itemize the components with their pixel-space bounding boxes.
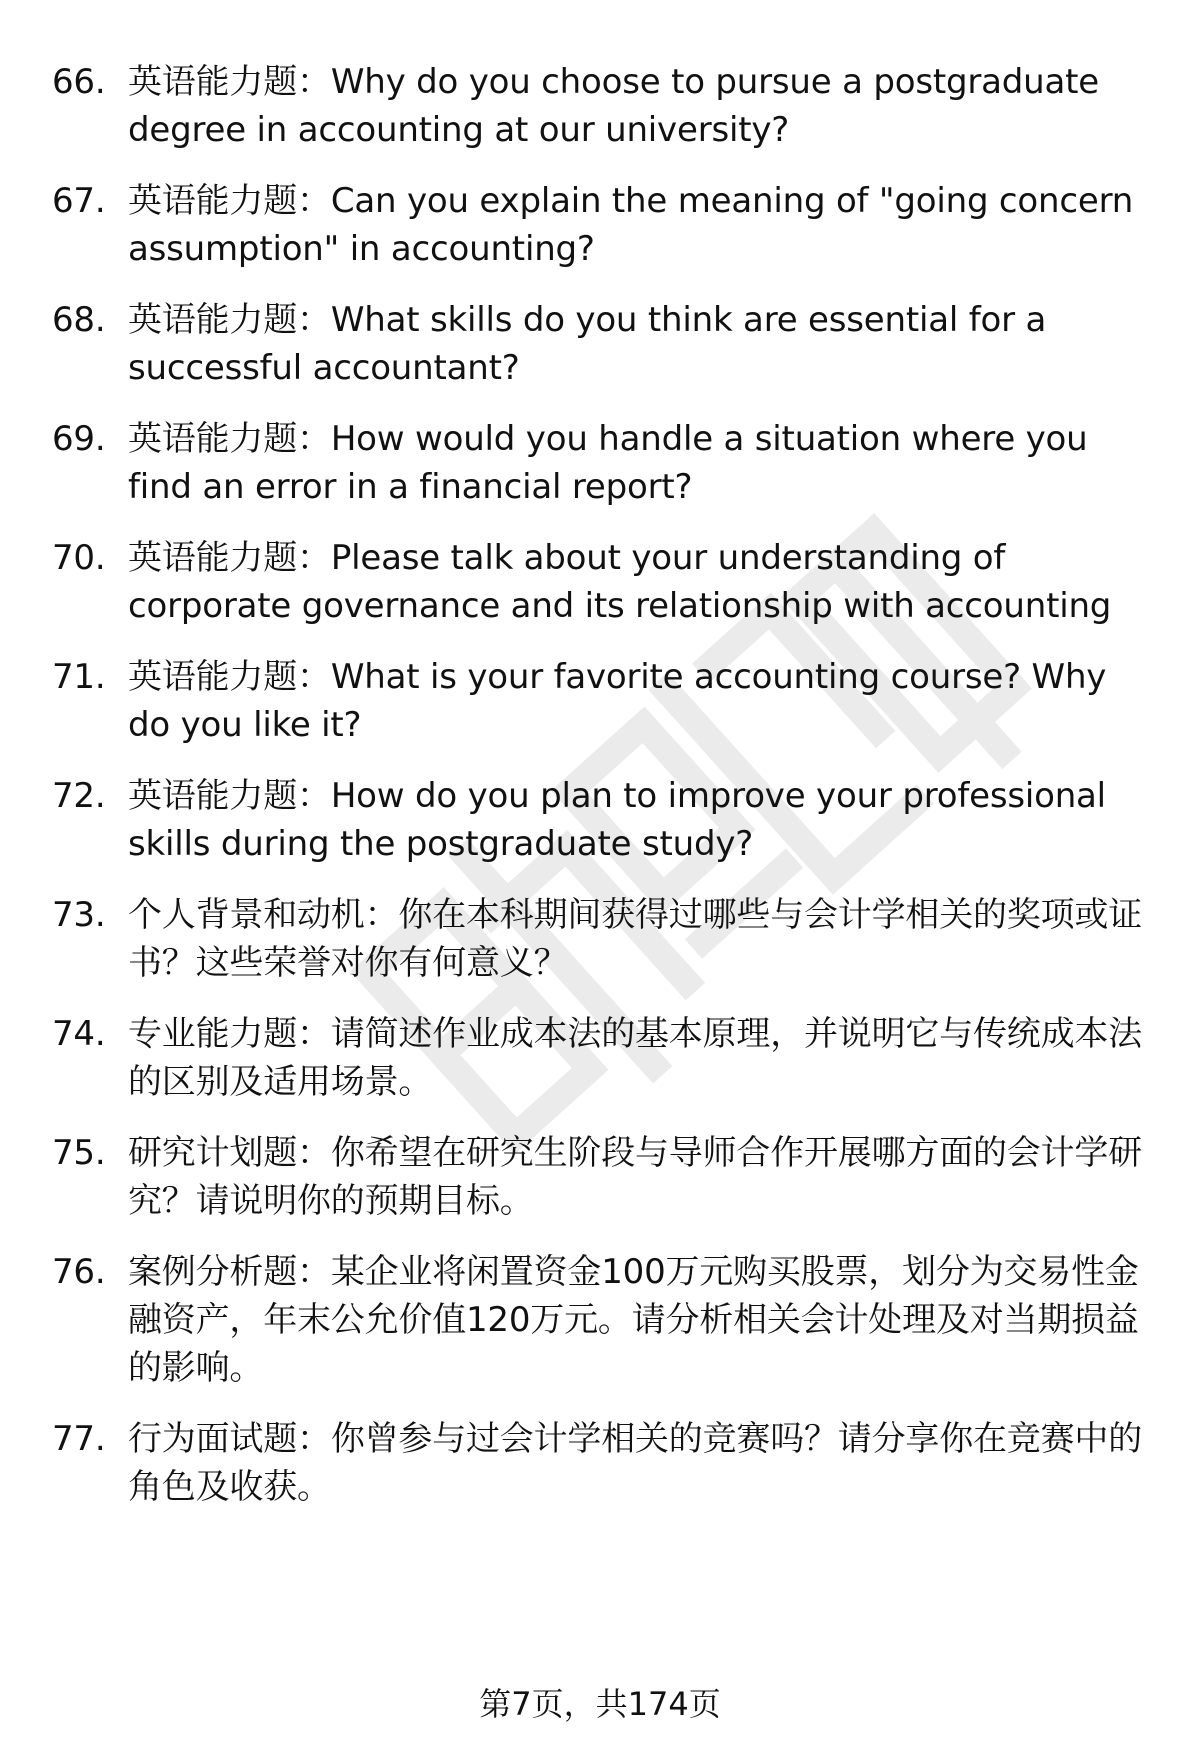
question-number: 75. bbox=[52, 1133, 106, 1173]
question-category: 英语能力题： bbox=[128, 419, 331, 459]
question-item bbox=[52, 891, 1152, 987]
question-item bbox=[52, 1248, 1152, 1392]
question-item bbox=[52, 177, 1152, 273]
question-item bbox=[52, 1010, 1152, 1106]
question-body bbox=[128, 1129, 1152, 1225]
question-number: 67. bbox=[52, 181, 106, 221]
question-number: 73. bbox=[52, 895, 106, 935]
question-number: 68. bbox=[52, 300, 106, 340]
question-text: Can you explain the meaning of "going concern assumption" in accounting? bbox=[128, 181, 1134, 269]
question-number: 69. bbox=[52, 419, 106, 459]
question-number: 76. bbox=[52, 1252, 106, 1292]
question-text: 你曾参与过会计学相关的竞赛吗？请分享你在竞赛中的角色及收获。 bbox=[128, 1419, 1143, 1507]
question-body bbox=[128, 534, 1152, 630]
question-text: Why do you choose to pursue a postgraduate degree in accounting at our university? bbox=[128, 62, 1099, 150]
question-body bbox=[128, 772, 1152, 868]
question-item bbox=[52, 415, 1152, 511]
question-body bbox=[128, 177, 1152, 273]
question-item bbox=[52, 1415, 1152, 1511]
question-category: 研究计划题： bbox=[128, 1133, 331, 1173]
question-text: What is your favorite accounting course? Why do you like it? bbox=[128, 657, 1107, 745]
question-body bbox=[128, 891, 1152, 987]
question-number: 66. bbox=[52, 62, 106, 102]
question-category: 英语能力题： bbox=[128, 300, 331, 340]
question-item bbox=[52, 653, 1152, 749]
question-category: 英语能力题： bbox=[128, 657, 331, 697]
question-text: 你希望在研究生阶段与导师合作开展哪方面的会计学研究？请说明你的预期目标。 bbox=[128, 1133, 1143, 1221]
question-number: 72. bbox=[52, 776, 106, 816]
question-number: 77. bbox=[52, 1419, 106, 1459]
question-body bbox=[128, 1248, 1152, 1392]
question-text: How do you plan to improve your professional skills during the postgraduate study? bbox=[128, 776, 1106, 864]
question-list bbox=[52, 58, 1152, 1511]
question-body bbox=[128, 58, 1152, 154]
question-number: 74. bbox=[52, 1014, 106, 1054]
question-body bbox=[128, 1010, 1152, 1106]
question-category: 个人背景和动机： bbox=[128, 895, 399, 935]
question-item bbox=[52, 296, 1152, 392]
question-category: 英语能力题： bbox=[128, 776, 331, 816]
question-category: 案例分析题： bbox=[128, 1252, 331, 1292]
question-item bbox=[52, 58, 1152, 154]
question-text: How would you handle a situation where you find an error in a financial report? bbox=[128, 419, 1088, 507]
question-category: 专业能力题： bbox=[128, 1014, 331, 1054]
question-text: 你在本科期间获得过哪些与会计学相关的奖项或证书？这些荣誉对你有何意义？ bbox=[128, 895, 1143, 983]
question-category: 行为面试题： bbox=[128, 1419, 331, 1459]
question-body bbox=[128, 653, 1152, 749]
question-category: 英语能力题： bbox=[128, 538, 331, 578]
question-category: 英语能力题： bbox=[128, 181, 331, 221]
question-body bbox=[128, 296, 1152, 392]
question-number: 70. bbox=[52, 538, 106, 578]
question-body bbox=[128, 415, 1152, 511]
question-text: Please talk about your understanding of corporate governance and its relationship with accounting bbox=[128, 538, 1112, 626]
question-text: What skills do you think are essential for a successful accountant? bbox=[128, 300, 1047, 388]
question-number: 71. bbox=[52, 657, 106, 697]
question-text: 某企业将闲置资金100万元购买股票，划分为交易性金融资产，年末公允价值120万元。请分析相关会计处理及对当期损益的影响。 bbox=[128, 1252, 1139, 1388]
question-text: 请简述作业成本法的基本原理，并说明它与传统成本法的区别及适用场景。 bbox=[128, 1014, 1143, 1102]
question-item bbox=[52, 1129, 1152, 1225]
question-item bbox=[52, 772, 1152, 868]
question-item bbox=[52, 534, 1152, 630]
page-number-footer: 第7页，共174页 bbox=[479, 1685, 721, 1723]
question-body bbox=[128, 1415, 1152, 1511]
question-category: 英语能力题： bbox=[128, 62, 331, 102]
